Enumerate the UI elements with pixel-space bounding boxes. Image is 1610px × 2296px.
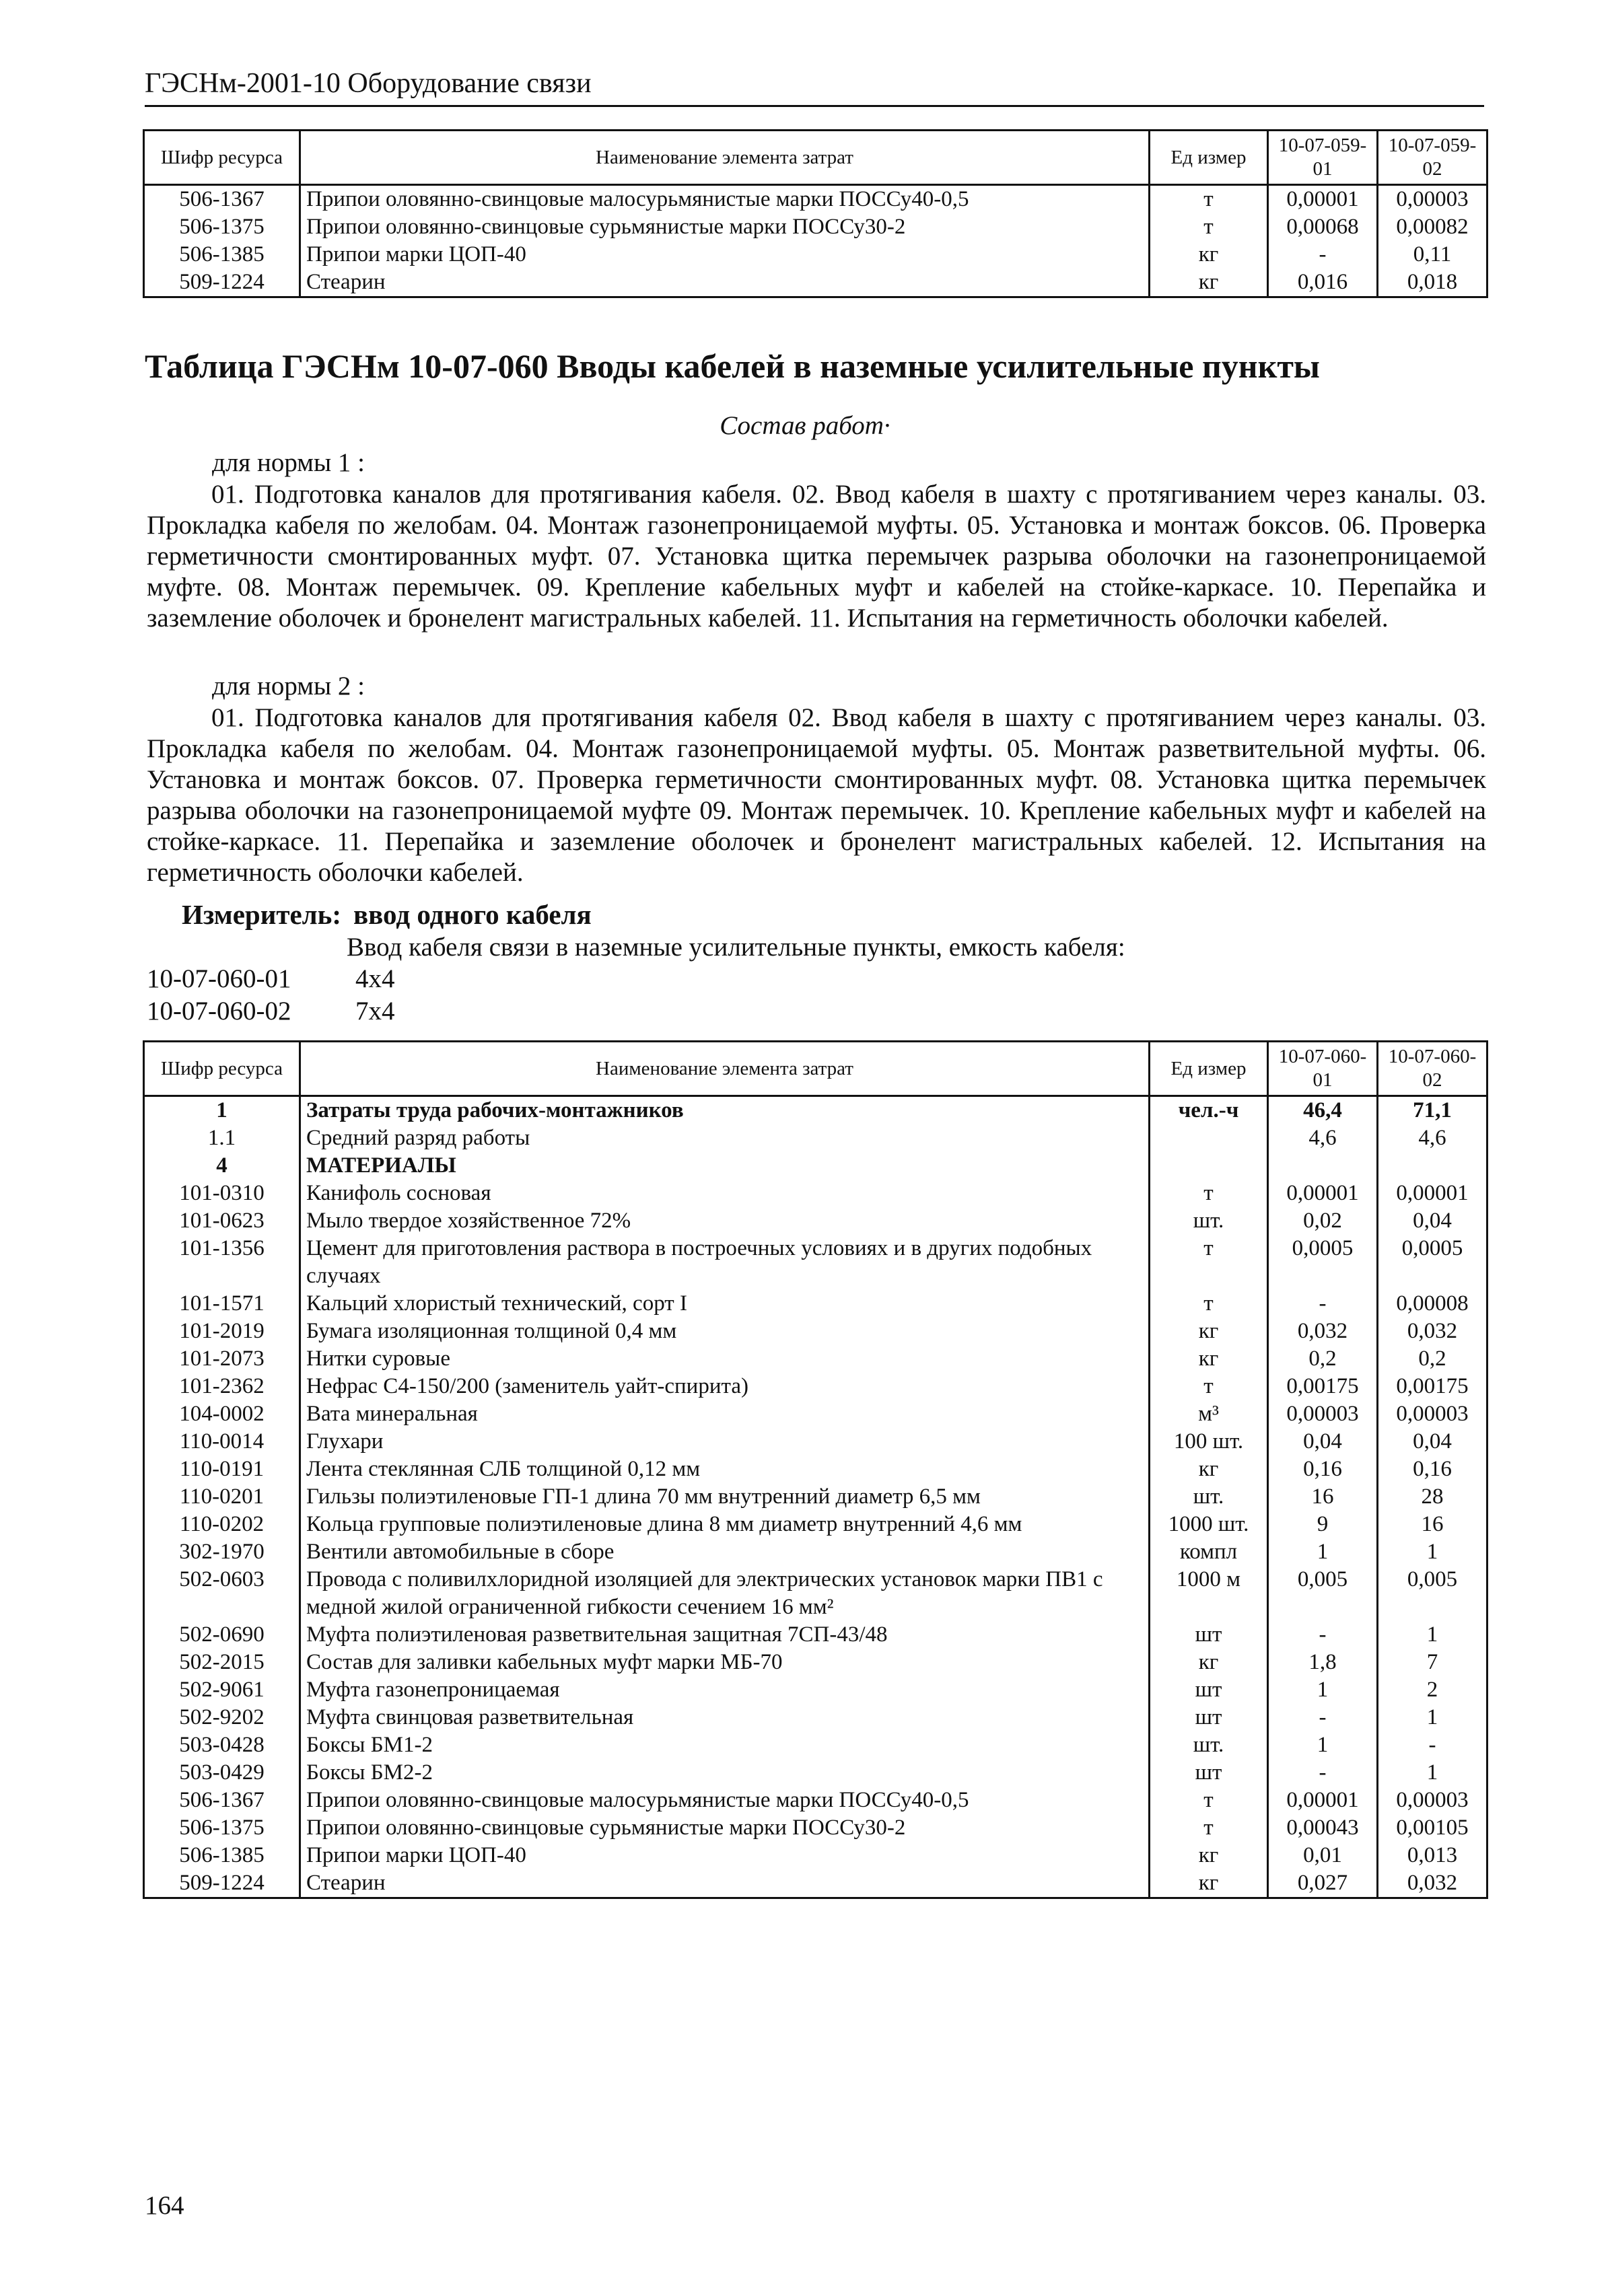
item-name-cell: Припои оловянно-свинцовые малосурьмянистые марки ПОССу40-0,5: [300, 1787, 1150, 1814]
resource-code-cell: 101-2362: [144, 1373, 300, 1400]
table-row: [144, 1842, 1488, 1869]
unit-cell: кг: [1150, 1456, 1268, 1483]
norm-2-value-cell: 0,16: [1378, 1456, 1488, 1483]
norm-1-value-cell: 9: [1268, 1511, 1378, 1538]
unit-cell: шт: [1150, 1621, 1268, 1649]
unit-cell: [1150, 1152, 1268, 1180]
table-row: [144, 1649, 1488, 1676]
resource-code-cell: 1.1: [144, 1124, 300, 1152]
resource-code-cell: 110-0191: [144, 1456, 300, 1483]
table-row: [144, 1345, 1488, 1373]
resource-code-cell: 509-1224: [144, 268, 300, 297]
table-row: [144, 1456, 1488, 1483]
norm-2-value-cell: 1: [1378, 1704, 1488, 1731]
norm-2-value-cell: 0,00003: [1378, 185, 1488, 214]
table-row: [144, 1869, 1488, 1898]
item-name-cell: Муфта газонепроницаемая: [300, 1676, 1150, 1704]
norm-2-value-cell: 0,00001: [1378, 1180, 1488, 1207]
unit-cell: т: [1150, 1235, 1268, 1290]
item-name-cell: Стеарин: [300, 268, 1150, 297]
table-row: [144, 1511, 1488, 1538]
norm-1-value-cell: 0,032: [1268, 1318, 1378, 1345]
table-row: [144, 1787, 1488, 1814]
item-name-cell: Вентили автомобильные в сборе: [300, 1538, 1150, 1566]
table-row: [144, 1180, 1488, 1207]
norm-2-value-cell: 0,032: [1378, 1318, 1488, 1345]
norm-1-value-cell: 0,00043: [1268, 1814, 1378, 1842]
norm-1-value-cell: -: [1268, 1704, 1378, 1731]
table-row: [144, 213, 1488, 241]
norm-code-row: [147, 996, 395, 1026]
resource-code-cell: 506-1367: [144, 185, 300, 214]
norm-2-value-cell: 0,032: [1378, 1869, 1488, 1898]
norm-1-value-cell: -: [1268, 1290, 1378, 1318]
unit-cell: кг: [1150, 1318, 1268, 1345]
norm-1-value-cell: 1,8: [1268, 1649, 1378, 1676]
item-name-cell: Кальций хлористый технический, сорт I: [300, 1290, 1150, 1318]
unit-cell: кг: [1150, 1842, 1268, 1869]
page-number: 164: [145, 2191, 184, 2220]
table-row: [144, 1566, 1488, 1621]
table-row: [144, 1096, 1488, 1125]
table-body: [144, 1096, 1488, 1898]
item-name-cell: Вата минеральная: [300, 1400, 1150, 1428]
header-unit: Ед измер: [1150, 131, 1268, 185]
norm-1-value-cell: 0,04: [1268, 1428, 1378, 1456]
norm-1-value-cell: 0,027: [1268, 1869, 1378, 1898]
table-row: [144, 1235, 1488, 1290]
norm-2-value-cell: 0,00008: [1378, 1290, 1488, 1318]
norm-2-value-cell: 0,0005: [1378, 1235, 1488, 1290]
unit-cell: шт.: [1150, 1483, 1268, 1511]
norm-1-value-cell: 0,00175: [1268, 1373, 1378, 1400]
norm-1-value-cell: -: [1268, 241, 1378, 268]
unit-cell: кг: [1150, 268, 1268, 297]
table-row: [144, 185, 1488, 214]
resource-code-cell: 502-9202: [144, 1704, 300, 1731]
norm-2-value-cell: 0,013: [1378, 1842, 1488, 1869]
resource-code-cell: 302-1970: [144, 1538, 300, 1566]
norm-2-value-cell: 0,00003: [1378, 1787, 1488, 1814]
norm-2-description: [147, 703, 1486, 888]
norm-2-value-cell: 0,04: [1378, 1428, 1488, 1456]
item-name-cell: Боксы БМ2-2: [300, 1759, 1150, 1787]
resource-code-cell: 101-0310: [144, 1180, 300, 1207]
item-name-cell: Затраты труда рабочих-монтажников: [300, 1096, 1150, 1125]
item-name-cell: Припои оловянно-свинцовые сурьмянистые марки ПОССу30-2: [300, 1814, 1150, 1842]
table-row: [144, 1483, 1488, 1511]
table-row: [144, 1207, 1488, 1235]
norm-1-value-cell: [1268, 1152, 1378, 1180]
norm-1-value-cell: 0,01: [1268, 1842, 1378, 1869]
norm-1-value-cell: 0,00001: [1268, 185, 1378, 214]
norm-2-value-cell: 0,018: [1378, 268, 1488, 297]
item-name-cell: МАТЕРИАЛЫ: [300, 1152, 1150, 1180]
item-name-cell: Состав для заливки кабельных муфт марки МБ-70: [300, 1649, 1150, 1676]
resource-code-cell: 101-1571: [144, 1290, 300, 1318]
resource-code-cell: 4: [144, 1152, 300, 1180]
norm-1-text: 01. Подготовка каналов для протягивания кабеля. 02. Ввод кабеля в шахту с протягиванием через каналы. 03. Прокладка кабеля по желобам. 04. Монтаж газонепроницаемой муфты. 05. Установка и монтаж боксов. 06. Проверка герметичности смонтированных муфт. 07. Установка щитка перемычек разрыва оболочки на газонепроницаемой муфте. 08. Монтаж перемычек. 09. Крепление кабельных муфт и кабелей на стойке-каркасе. 10. Перепайка и заземление оболочек и бронелент магистральных кабелей. 11. Испытания на герметичность оболочки кабелей.: [147, 480, 1486, 633]
item-name-cell: Нефрас С4-150/200 (заменитель уайт-спирита): [300, 1373, 1150, 1400]
table-row: [144, 1400, 1488, 1428]
item-name-cell: Припои марки ЦОП-40: [300, 1842, 1150, 1869]
item-name-cell: Муфта свинцовая разветвительная: [300, 1704, 1150, 1731]
header-norm-1: 10-07-060-01: [1268, 1042, 1378, 1096]
meter-line: [182, 898, 604, 931]
norm-2-value-cell: -: [1378, 1731, 1488, 1759]
norm-1-value-cell: 1: [1268, 1676, 1378, 1704]
norm-2-value-cell: 0,00003: [1378, 1400, 1488, 1428]
unit-cell: т: [1150, 1373, 1268, 1400]
norm-2-value-cell: 4,6: [1378, 1124, 1488, 1152]
resource-code-cell: 110-0014: [144, 1428, 300, 1456]
item-name-cell: Стеарин: [300, 1869, 1150, 1898]
resource-code-cell: 506-1385: [144, 241, 300, 268]
norm-1-value-cell: 0,0005: [1268, 1235, 1378, 1290]
norm-1-value-cell: 1: [1268, 1731, 1378, 1759]
resource-code-cell: 502-2015: [144, 1649, 300, 1676]
norm-2-value-cell: 0,2: [1378, 1345, 1488, 1373]
item-name-cell: Провода с поливилхлоридной изоляцией для электрических установок марки ПВ1 с медной жилой ограниченной гибкости сечением 16 мм²: [300, 1566, 1150, 1621]
unit-cell: м³: [1150, 1400, 1268, 1428]
item-name-cell: Муфта полиэтиленовая разветвительная защитная 7СП-43/48: [300, 1621, 1150, 1649]
resource-code-cell: 101-2019: [144, 1318, 300, 1345]
item-name-cell: Припои оловянно-свинцовые сурьмянистые марки ПОССу30-2: [300, 213, 1150, 241]
norm-2-value-cell: 28: [1378, 1483, 1488, 1511]
unit-cell: кг: [1150, 241, 1268, 268]
resource-code-cell: 506-1385: [144, 1842, 300, 1869]
item-name-cell: Бумага изоляционная толщиной 0,4 мм: [300, 1318, 1150, 1345]
norm-2-value-cell: 0,11: [1378, 241, 1488, 268]
table-row: [144, 1814, 1488, 1842]
resource-code-cell: 101-2073: [144, 1345, 300, 1373]
norm-2-text: 01. Подготовка каналов для протягивания кабеля 02. Ввод кабеля в шахту с протягиванием через каналы. 03. Прокладка кабеля по желобам. 04. Монтаж газонепроницаемой муфты. 05. Монтаж разветвительной муфты. 06. Установка и монтаж боксов. 07. Проверка герметичности смонтированных муфт. 08. Установка щитка перемычек разрыва оболочки на газонепроницаемой муфте 09. Монтаж перемычек. 10. Крепление кабельных муфт и кабелей на стойке-каркасе. 11. Перепайка и заземление оболочек и бронелент магистральных кабелей. 12. Испытания на герметичность оболочки кабелей.: [147, 703, 1486, 887]
table-row: [144, 1538, 1488, 1566]
item-name-cell: Цемент для приготовления раствора в построечных условиях и в других подобных случаях: [300, 1235, 1150, 1290]
table-row: [144, 1152, 1488, 1180]
norm-code: 10-07-060-01: [147, 964, 291, 993]
unit-cell: шт: [1150, 1704, 1268, 1731]
norm-2-value-cell: 1: [1378, 1759, 1488, 1787]
item-name-cell: Припои оловянно-свинцовые малосурьмянистые марки ПОССу40-0,5: [300, 185, 1150, 214]
resource-code-cell: 110-0201: [144, 1483, 300, 1511]
unit-cell: кг: [1150, 1345, 1268, 1373]
norm-2-value-cell: 1: [1378, 1621, 1488, 1649]
table-row: [144, 1373, 1488, 1400]
item-name-cell: Кольца групповые полиэтиленовые длина 8 мм диаметр внутренний 4,6 мм: [300, 1511, 1150, 1538]
norm-capacity: 7х4: [355, 997, 395, 1026]
subtitle: Ввод кабеля связи в наземные усилительные пункты, емкость кабеля:: [347, 933, 1125, 962]
resource-code-cell: 503-0428: [144, 1731, 300, 1759]
unit-cell: т: [1150, 213, 1268, 241]
resource-code-cell: 502-0603: [144, 1566, 300, 1621]
unit-cell: т: [1150, 1180, 1268, 1207]
table-row: [144, 1731, 1488, 1759]
norm-2-label: для нормы 2 :: [212, 672, 365, 701]
table-row: [144, 1124, 1488, 1152]
unit-cell: т: [1150, 185, 1268, 214]
unit-cell: шт: [1150, 1759, 1268, 1787]
meter-label: Измеритель:: [182, 899, 342, 930]
header-name: Наименование элемента затрат: [300, 131, 1150, 185]
item-name-cell: Нитки суровые: [300, 1345, 1150, 1373]
norm-2-value-cell: 71,1: [1378, 1096, 1488, 1125]
works-heading: Состав работ·: [720, 411, 890, 440]
norm-capacity: 4х4: [355, 964, 395, 993]
item-name-cell: Средний разряд работы: [300, 1124, 1150, 1152]
norm-2-value-cell: 0,04: [1378, 1207, 1488, 1235]
meter-value: ввод одного кабеля: [353, 899, 592, 930]
norm-2-value-cell: 16: [1378, 1511, 1488, 1538]
norm-1-value-cell: 4,6: [1268, 1124, 1378, 1152]
norm-2-value-cell: 0,00082: [1378, 213, 1488, 241]
resource-code-cell: 101-1356: [144, 1235, 300, 1290]
cost-table-060: [143, 1040, 1488, 1899]
table-header-row: [144, 131, 1488, 185]
norm-1-description: [147, 479, 1486, 634]
unit-cell: кг: [1150, 1869, 1268, 1898]
item-name-cell: Гильзы полиэтиленовые ГП-1 длина 70 мм внутренний диаметр 6,5 мм: [300, 1483, 1150, 1511]
item-name-cell: Боксы БМ1-2: [300, 1731, 1150, 1759]
table-row: [144, 1759, 1488, 1787]
header-norm-1: 10-07-059-01: [1268, 131, 1378, 185]
unit-cell: шт.: [1150, 1207, 1268, 1235]
norm-1-value-cell: -: [1268, 1621, 1378, 1649]
table-row: [144, 1318, 1488, 1345]
item-name-cell: Мыло твердое хозяйственное 72%: [300, 1207, 1150, 1235]
resource-code-cell: 506-1367: [144, 1787, 300, 1814]
norm-2-value-cell: 7: [1378, 1649, 1488, 1676]
norm-1-value-cell: 0,00001: [1268, 1180, 1378, 1207]
norm-2-value-cell: 0,00175: [1378, 1373, 1488, 1400]
norm-1-value-cell: 46,4: [1268, 1096, 1378, 1125]
header-name: Наименование элемента затрат: [300, 1042, 1150, 1096]
resource-code-cell: 503-0429: [144, 1759, 300, 1787]
table-row: [144, 1704, 1488, 1731]
item-name-cell: Припои марки ЦОП-40: [300, 241, 1150, 268]
norm-1-value-cell: 0,00003: [1268, 1400, 1378, 1428]
norm-1-value-cell: 0,016: [1268, 268, 1378, 297]
header-code: Шифр ресурса: [144, 1042, 300, 1096]
norm-1-value-cell: 1: [1268, 1538, 1378, 1566]
unit-cell: 100 шт.: [1150, 1428, 1268, 1456]
resource-code-cell: 110-0202: [144, 1511, 300, 1538]
table-row: [144, 1676, 1488, 1704]
resource-code-cell: 502-0690: [144, 1621, 300, 1649]
unit-cell: чел.-ч: [1150, 1096, 1268, 1125]
table-header-row: [144, 1042, 1488, 1096]
cost-table-059: [143, 129, 1488, 298]
resource-code-cell: 101-0623: [144, 1207, 300, 1235]
item-name-cell: Глухари: [300, 1428, 1150, 1456]
header-code: Шифр ресурса: [144, 131, 300, 185]
norm-code: 10-07-060-02: [147, 997, 291, 1026]
item-name-cell: Канифоль сосновая: [300, 1180, 1150, 1207]
norm-2-value-cell: 2: [1378, 1676, 1488, 1704]
norm-1-value-cell: 0,16: [1268, 1456, 1378, 1483]
norm-1-value-cell: 0,00068: [1268, 213, 1378, 241]
header-norm-2: 10-07-059-02: [1378, 131, 1488, 185]
norm-2-value-cell: 0,005: [1378, 1566, 1488, 1621]
unit-cell: компл: [1150, 1538, 1268, 1566]
norm-code-row: [147, 964, 395, 994]
table-row: [144, 1428, 1488, 1456]
resource-code-cell: 502-9061: [144, 1676, 300, 1704]
running-head: ГЭСНм-2001-10 Оборудование связи: [145, 67, 1484, 107]
item-name-cell: Лента стеклянная СЛБ толщиной 0,12 мм: [300, 1456, 1150, 1483]
table-row: [144, 268, 1488, 297]
unit-cell: [1150, 1124, 1268, 1152]
header-norm-2: 10-07-060-02: [1378, 1042, 1488, 1096]
header-unit: Ед измер: [1150, 1042, 1268, 1096]
norm-1-label: для нормы 1 :: [212, 448, 365, 477]
unit-cell: т: [1150, 1814, 1268, 1842]
norm-1-value-cell: 0,005: [1268, 1566, 1378, 1621]
resource-code-cell: 104-0002: [144, 1400, 300, 1428]
unit-cell: 1000 шт.: [1150, 1511, 1268, 1538]
unit-cell: т: [1150, 1290, 1268, 1318]
table-row: [144, 241, 1488, 268]
resource-code-cell: 1: [144, 1096, 300, 1125]
resource-code-cell: 506-1375: [144, 213, 300, 241]
norm-2-value-cell: 0,00105: [1378, 1814, 1488, 1842]
norm-1-value-cell: -: [1268, 1759, 1378, 1787]
norm-1-value-cell: 0,00001: [1268, 1787, 1378, 1814]
table-row: [144, 1621, 1488, 1649]
unit-cell: шт.: [1150, 1731, 1268, 1759]
table-title: Таблица ГЭСНм 10-07-060 Вводы кабелей в наземные усилительные пункты: [145, 347, 1320, 385]
norm-1-value-cell: 0,02: [1268, 1207, 1378, 1235]
resource-code-cell: 509-1224: [144, 1869, 300, 1898]
norm-1-value-cell: 16: [1268, 1483, 1378, 1511]
norm-1-value-cell: 0,2: [1268, 1345, 1378, 1373]
norm-2-value-cell: 1: [1378, 1538, 1488, 1566]
table-body: [144, 185, 1488, 297]
unit-cell: шт: [1150, 1676, 1268, 1704]
resource-code-cell: 506-1375: [144, 1814, 300, 1842]
unit-cell: т: [1150, 1787, 1268, 1814]
unit-cell: 1000 м: [1150, 1566, 1268, 1621]
unit-cell: кг: [1150, 1649, 1268, 1676]
table-row: [144, 1290, 1488, 1318]
norm-2-value-cell: [1378, 1152, 1488, 1180]
